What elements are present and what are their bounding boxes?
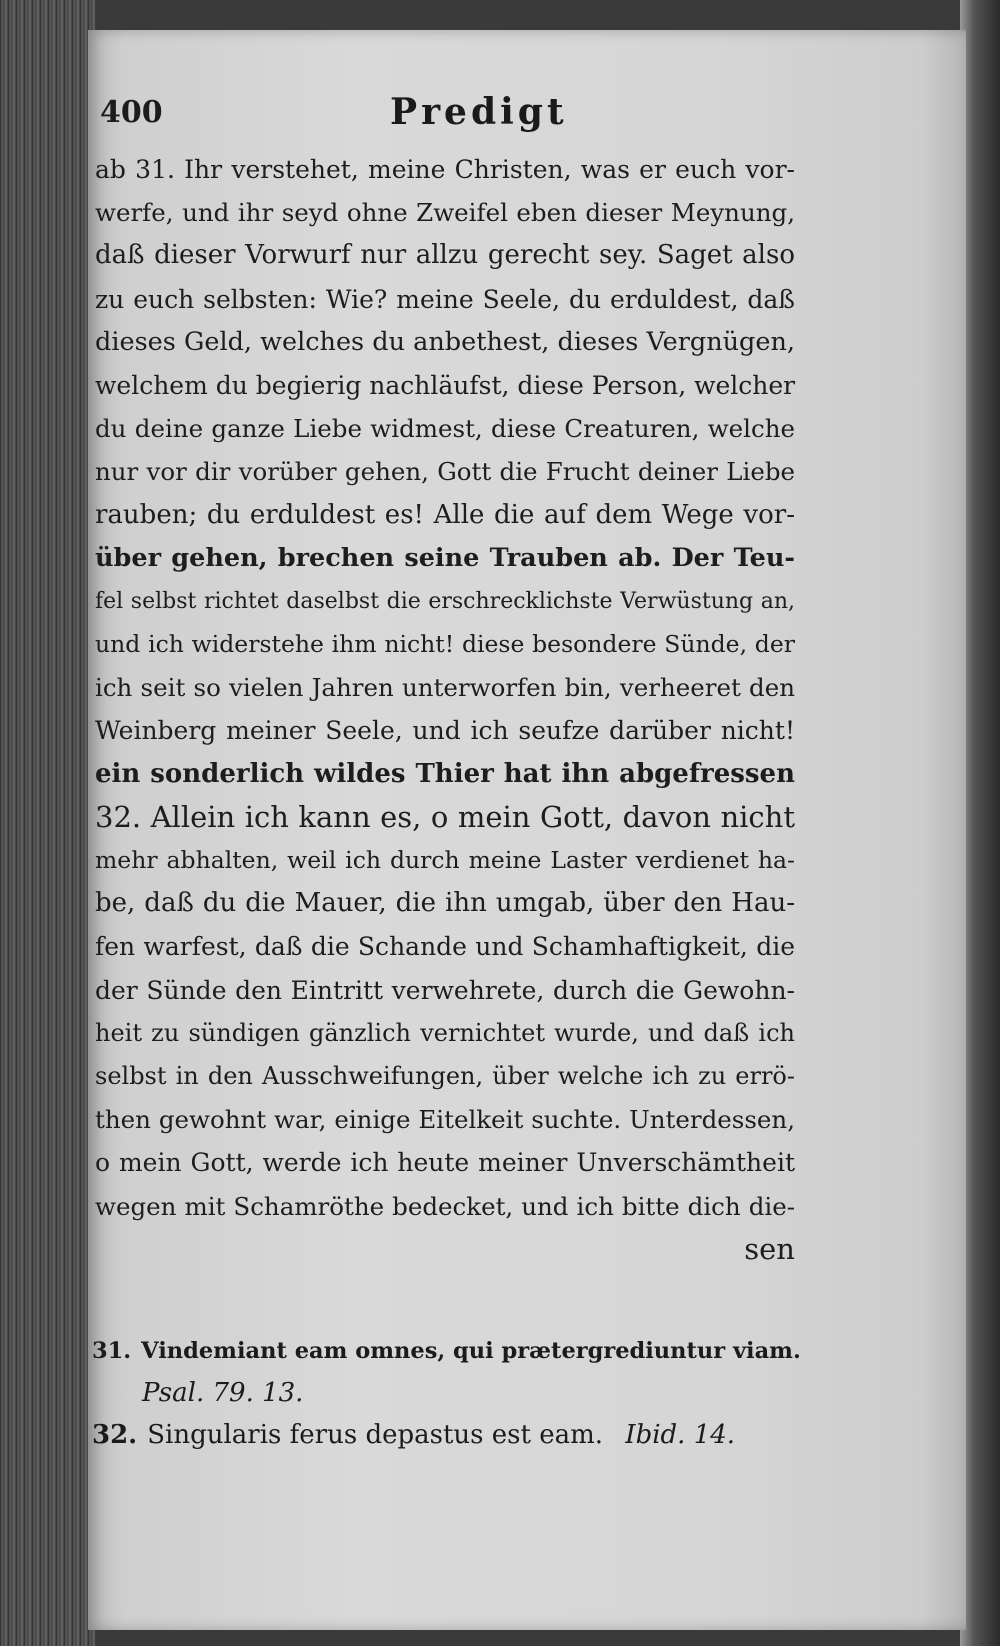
text-line: mehr abhalten, weil ich durch meine Laster verdienet ha- — [95, 846, 795, 874]
footnote-reference: Ibid. 14. — [625, 1420, 736, 1450]
body-text — [95, 148, 795, 1271]
text-line: werfe, und ihr seyd ohne Zweifel eben dieser Meynung, — [95, 198, 795, 228]
text-line: fel selbst richtet daselbst die erschrecklichste Verwüstung an, — [95, 588, 795, 614]
book-binding-edge — [960, 0, 1000, 1646]
text-line: nur vor dir vorüber gehen, Gott die Frucht deiner Liebe — [95, 457, 795, 487]
text-line: be, daß du die Mauer, die ihn umgab, über den Hau- — [95, 888, 795, 919]
catchword: sen — [744, 1231, 795, 1266]
footnote-reference: Psal. 79. 13. — [142, 1378, 304, 1408]
footnote-text: Vindemiant eam omnes, qui prætergrediuntur viam. — [141, 1338, 801, 1364]
text-line: wegen mit Schamröthe bedecket, und ich bitte dich die- — [95, 1191, 795, 1221]
text-line: rauben; du erduldest es! Alle die auf dem Wege vor- — [95, 499, 795, 530]
page-header — [100, 85, 820, 135]
page-number: 400 — [100, 95, 163, 130]
text-line: der Sünde den Eintritt verwehrete, durch die Gewohn- — [95, 975, 795, 1005]
running-title: Predigt — [390, 91, 568, 133]
text-line: selbst in den Ausschweifungen, über welche ich zu errö- — [95, 1061, 795, 1090]
footnote-31 — [92, 1330, 802, 1372]
text-line: Weinberg meiner Seele, und ich seufze darüber nicht! — [95, 716, 795, 746]
footnote-text: Singularis ferus depastus est eam. — [147, 1420, 604, 1450]
footnote-number: 32. — [92, 1420, 138, 1450]
text-line: du deine ganze Liebe widmest, diese Creaturen, welche — [95, 414, 795, 444]
text-line: zu euch selbsten: Wie? meine Seele, du erduldest, daß — [95, 284, 795, 314]
text-line: dieses Geld, welches du anbethest, dieses Vergnügen, — [95, 326, 795, 357]
text-line: welchem du begierig nachläufst, diese Person, welcher — [95, 370, 796, 400]
text-line: fen warfest, daß die Schande und Schamhaftigkeit, die — [95, 932, 795, 962]
text-line: daß dieser Vorwurf nur allzu gerecht sey. Saget also — [95, 240, 795, 271]
footnote-number: 31. — [92, 1338, 132, 1364]
book-page-edges — [0, 0, 95, 1646]
text-line-emphasis: ein sonderlich wildes Thier hat ihn abgefressen — [95, 758, 795, 789]
text-line-emphasis: über gehen, brechen seine Trauben ab. Der Teu- — [95, 542, 795, 573]
text-line: 32. Allein ich kann es, o mein Gott, davon nicht — [95, 799, 795, 834]
footnote-32 — [92, 1414, 802, 1456]
text-line: und ich widerstehe ihm nicht! diese besondere Sünde, der — [95, 630, 795, 659]
footnotes — [92, 1330, 802, 1456]
text-line: ich seit so vielen Jahren unterworfen bin, verheeret den — [95, 673, 795, 703]
text-line: o mein Gott, werde ich heute meiner Unverschämtheit — [95, 1148, 795, 1178]
text-line: heit zu sündigen gänzlich vernichtet wurde, und daß ich — [95, 1018, 795, 1047]
text-line: then gewohnt war, einige Eitelkeit suchte. Unterdessen, — [95, 1105, 795, 1135]
text-line: ab 31. Ihr verstehet, meine Christen, was er euch vor- — [95, 155, 795, 184]
